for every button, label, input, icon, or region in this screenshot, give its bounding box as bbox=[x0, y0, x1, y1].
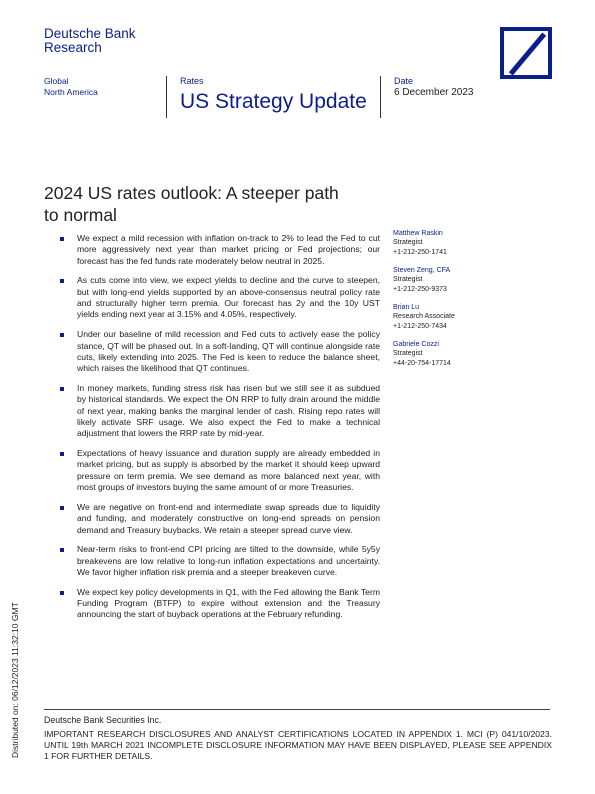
bullet-square-icon bbox=[60, 387, 64, 391]
bullet-text: We expect key policy developments in Q1, with the Fed allowing the Bank Term Funding Program (BTFP) to expire without extension and the Treasury announcing the start of buyback operations at the February refunding. bbox=[77, 586, 380, 620]
key-points-list bbox=[60, 233, 380, 629]
bullet-square-icon bbox=[60, 548, 64, 552]
report-title: US Strategy Update bbox=[180, 90, 367, 113]
disclosure-line-1: IMPORTANT RESEARCH DISCLOSURES AND ANALYST CERTIFICATIONS LOCATED IN APPENDIX 1. MCI (P) 041/10/2023. bbox=[44, 729, 552, 739]
analyst-role: Strategist bbox=[393, 239, 423, 246]
date-label: Date bbox=[394, 76, 414, 86]
disclosure-line-2: UNTIL 19th MARCH 2021 INCOMPLETE DISCLOSURE INFORMATION MAY HAVE BEEN DISPLAYED, PLEASE SEE APPENDIX 1 FOR FURTHER DETAILS. bbox=[44, 740, 552, 761]
brand-name bbox=[44, 27, 136, 55]
analyst-list bbox=[393, 229, 523, 377]
logo-slash bbox=[509, 32, 546, 75]
analyst-role: Strategist bbox=[393, 350, 423, 357]
analyst-phone: +1-212-250-7434 bbox=[393, 322, 447, 330]
bullet-text: Under our baseline of mild recession and Fed cuts to actively ease the policy stance, QT will be phased out. In a soft-landing, QT will continue alongside rate cuts, likely extending into 2025. The Fed is keen to reduce the balance sheet, which raises the likelihood that QT continues. bbox=[77, 329, 380, 374]
analyst-role: Strategist bbox=[393, 276, 423, 283]
headline bbox=[44, 182, 384, 226]
deutsche-bank-logo-icon bbox=[500, 27, 552, 79]
bullet-item bbox=[60, 587, 380, 621]
brand-line-1: Deutsche Bank bbox=[44, 26, 136, 41]
bullet-text: Expectations of heavy issuance and duration supply are already embedded in market pricing, but as supply is absorbed by the market it should keep upward pressure on term premia. We see demand as more balanced next year, with most groups of investors buying the same amount of or more Treasuries. bbox=[77, 448, 380, 493]
bullet-square-icon bbox=[60, 237, 64, 241]
bullet-text: We expect a mild recession with inflation on-track to 2% to lead the Fed to cut more aggressively next year than market pricing or Fed projections; our forecast has the fed funds rate moderately below neutral in 2025. bbox=[77, 233, 380, 266]
brand-line-2: Research bbox=[44, 40, 102, 55]
bullet-text: As cuts come into view, we expect yields to decline and the curve to steepen, but with long-end yields supported by an above-consensus neutral policy rate and structurally higher term premia. Our forecast has 2y and the 10y UST yields ending next year at 3.15% and 4.05%, respectively. bbox=[77, 275, 380, 320]
bullet-item bbox=[60, 502, 380, 536]
distribution-stamp: Distributed on: 06/12/2023 11:32:10 GMT bbox=[10, 602, 20, 758]
bullet-item bbox=[60, 275, 380, 320]
bullet-item bbox=[60, 233, 380, 267]
date-value: 6 December 2023 bbox=[394, 87, 474, 98]
analyst-card bbox=[393, 303, 523, 331]
headline-line-2: to normal bbox=[44, 205, 117, 225]
analyst-name[interactable]: Gabriele Cozzi bbox=[393, 341, 439, 348]
bullet-square-icon bbox=[60, 452, 64, 456]
header-divider-right bbox=[380, 76, 381, 118]
series-label: Rates bbox=[180, 76, 204, 86]
footer-divider bbox=[44, 709, 550, 710]
analyst-role: Research Associate bbox=[393, 313, 455, 320]
analyst-name[interactable]: Brian Lu bbox=[393, 304, 420, 311]
analyst-phone: +1-212-250-1741 bbox=[393, 248, 447, 256]
region-global: Global bbox=[44, 76, 69, 86]
analyst-card bbox=[393, 229, 523, 257]
bullet-item bbox=[60, 383, 380, 439]
analyst-card bbox=[393, 340, 523, 368]
analyst-name[interactable]: Matthew Raskin bbox=[393, 230, 443, 237]
analyst-phone: +44-20-754-17714 bbox=[393, 359, 451, 367]
bullet-text: We are negative on front-end and intermediate swap spreads due to liquidity and funding, and moderately constructive on long-end spreads on pension demand and Treasury buybacks. We retain a steeper spread curve view. bbox=[77, 501, 380, 535]
header-divider-left bbox=[166, 76, 167, 118]
bullet-square-icon bbox=[60, 591, 64, 595]
footer-company: Deutsche Bank Securities Inc. bbox=[44, 715, 162, 725]
footer-disclosure bbox=[44, 729, 552, 762]
region-north-america: North America bbox=[44, 87, 98, 97]
bullet-text: In money markets, funding stress risk has risen but we still see it as subdued by historical standards. We expect the ON RRP to fully drain around the middle of next year, making banks the marginal lender of cash. Rising repo rates will likely activate SRF usage. We also expect the Fed to make a technical adjustment that lowers the RRP rate by mid-year. bbox=[77, 383, 380, 439]
bullet-square-icon bbox=[60, 506, 64, 510]
headline-line-1: 2024 US rates outlook: A steeper path bbox=[44, 183, 339, 203]
region-block bbox=[44, 76, 98, 98]
bullet-square-icon bbox=[60, 333, 64, 337]
analyst-card bbox=[393, 266, 523, 294]
analyst-phone: +1-212-250-9373 bbox=[393, 285, 447, 293]
bullet-item bbox=[60, 544, 380, 578]
analyst-name[interactable]: Steven Zeng, CFA bbox=[393, 267, 451, 274]
bullet-square-icon bbox=[60, 279, 64, 283]
bullet-item bbox=[60, 448, 380, 493]
bullet-item bbox=[60, 329, 380, 374]
bullet-text: Near-term risks to front-end CPI pricing are tilted to the downside, while 5y5y breakevens are low relative to long-run inflation expectations and uncertainty. We favor higher inflation risk premia and a steeper breakeven curve. bbox=[77, 544, 380, 577]
